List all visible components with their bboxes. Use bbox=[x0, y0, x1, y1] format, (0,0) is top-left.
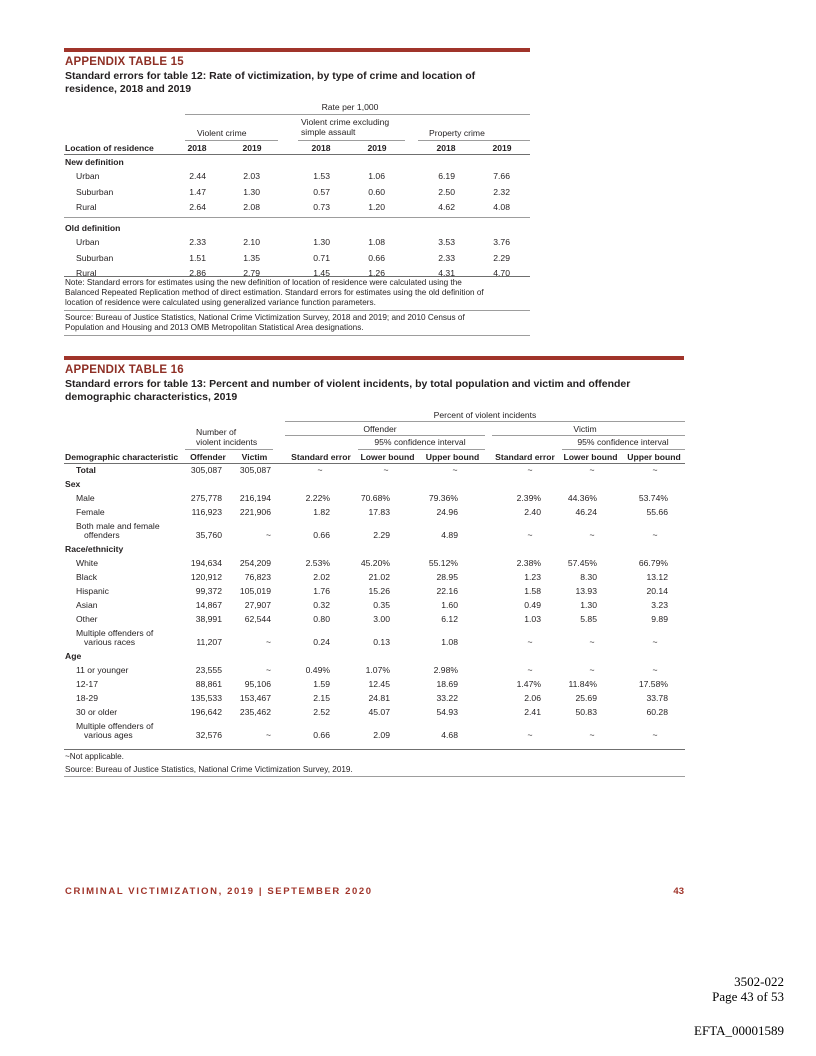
table16-cell: 0.49% bbox=[305, 665, 330, 675]
table16-cell: 22.16 bbox=[436, 586, 458, 596]
table16-cell: ~ bbox=[589, 530, 595, 540]
table16-cell: 24.81 bbox=[368, 693, 390, 703]
table16-cell: 1.59 bbox=[313, 679, 330, 689]
table16-cell: 44.36% bbox=[567, 493, 597, 503]
table16-cell: 20.14 bbox=[646, 586, 668, 596]
table16-cell: ~ bbox=[589, 637, 595, 647]
table15-group-rule-vcess bbox=[298, 140, 405, 141]
table16-cell: 2.15 bbox=[313, 693, 330, 703]
table15-row-label: Urban bbox=[76, 171, 100, 181]
table16-row-label: Total bbox=[76, 465, 96, 475]
table16-cell: 1.47% bbox=[516, 679, 541, 689]
table16-cell: 1.08 bbox=[441, 637, 458, 647]
table15-title-line2: residence, 2018 and 2019 bbox=[65, 83, 192, 95]
table16-cell: ~ bbox=[652, 530, 658, 540]
table15-cell: 4.70 bbox=[493, 268, 510, 278]
table16-cell: 5.85 bbox=[580, 614, 597, 624]
table15-cell: 2.32 bbox=[493, 186, 510, 197]
table16-cell: 70.68% bbox=[360, 493, 390, 503]
table16-header-rule bbox=[64, 463, 685, 464]
table15-col-year: 2018 bbox=[436, 143, 456, 153]
table16-cell: 6.12 bbox=[441, 614, 458, 624]
table16-cell: 0.13 bbox=[373, 637, 390, 647]
table16-cell: 216,194 bbox=[239, 493, 271, 503]
table16-cell: 11.84% bbox=[568, 679, 597, 689]
table16-row-label-cont: various races bbox=[84, 637, 136, 647]
table15-col-year: 2018 bbox=[311, 143, 331, 153]
table16-cell: 105,019 bbox=[239, 586, 271, 596]
table16-cell: 2.06 bbox=[524, 693, 541, 703]
table16-cell: 23,555 bbox=[195, 665, 222, 675]
table16-cell: 15.26 bbox=[368, 586, 390, 596]
table16-col-offender-upper: Upper bound bbox=[425, 452, 480, 462]
table16-source: Source: Bureau of Justice Statistics, National Crime Victimization Survey, 2019. bbox=[65, 765, 353, 774]
table16-cell: 254,209 bbox=[239, 558, 271, 568]
table15-row-label: Suburban bbox=[76, 252, 114, 263]
table16-bottom-rule bbox=[64, 749, 685, 750]
table16-cell: 66.79% bbox=[638, 558, 668, 568]
table15-cell: 2.50 bbox=[438, 186, 455, 197]
table16-cell: 235,462 bbox=[239, 707, 271, 717]
table16-cell: 194,634 bbox=[190, 558, 222, 568]
table16-cell: ~ bbox=[652, 637, 658, 647]
table15-cell: 1.53 bbox=[313, 171, 330, 181]
table16-cell: 33.22 bbox=[436, 693, 458, 703]
table16-cell: ~ bbox=[652, 730, 658, 740]
table16-row-label: Female bbox=[76, 507, 105, 517]
table16-cell: ~ bbox=[589, 665, 595, 675]
table16-cell: 196,642 bbox=[190, 707, 222, 717]
table16-col-offender-lower: Lower bound bbox=[360, 452, 415, 462]
table16-cell: 55.12% bbox=[428, 558, 458, 568]
table16-cell: 0.80 bbox=[313, 614, 330, 624]
table16-cell: ~ bbox=[265, 530, 271, 540]
table15-cell: 2.86 bbox=[189, 268, 206, 278]
table15-cell: 3.53 bbox=[438, 237, 455, 247]
table16-cell: 38,991 bbox=[195, 614, 222, 624]
table16-offender-header: Offender bbox=[363, 424, 397, 434]
table16-percent-rule bbox=[285, 421, 685, 422]
table16-cell: ~ bbox=[652, 465, 658, 475]
table16-cell: 2.09 bbox=[373, 730, 390, 740]
table16-row-label: Hispanic bbox=[76, 586, 109, 596]
table16-cell: ~ bbox=[265, 730, 271, 740]
table15-rate-header: Rate per 1,000 bbox=[321, 102, 379, 112]
table16-cell: 1.76 bbox=[313, 586, 330, 596]
table15-col-year: 2018 bbox=[187, 143, 207, 153]
table15-cell: 1.45 bbox=[313, 268, 330, 278]
table16-cell: 25.69 bbox=[575, 693, 597, 703]
table16-offender-ci-header: 95% confidence interval bbox=[374, 437, 466, 447]
table16-cell: ~ bbox=[527, 530, 533, 540]
table16-row-label: 11 or younger bbox=[76, 665, 129, 675]
table15-note-line2: Balanced Repeated Replication method of direct estimation. Standard errors for estimates using the old definition of bbox=[65, 288, 484, 297]
table16-cell: 2.53% bbox=[305, 558, 330, 568]
table16-number-header-1: Number of bbox=[196, 427, 237, 437]
table15-cell: 2.33 bbox=[438, 252, 455, 263]
table16-cell: 9.89 bbox=[651, 614, 668, 624]
table16-cell: 1.07% bbox=[365, 665, 390, 675]
table16-section-heading: Race/ethnicity bbox=[65, 544, 124, 554]
table16-cell: 18.69 bbox=[436, 679, 458, 689]
table15-source-line2: Population and Housing and 2013 OMB Metropolitan Statistical Area designations. bbox=[65, 323, 364, 332]
table16-cell: 24.96 bbox=[436, 507, 458, 517]
table15-cell: 0.57 bbox=[313, 186, 330, 197]
table16-cell: 3.23 bbox=[651, 600, 668, 610]
table16-cell: 35,760 bbox=[195, 530, 222, 540]
table15-note-line1: Note: Standard errors for estimates using the new definition of location of residence were calculated using the bbox=[65, 278, 462, 287]
table16-cell: 62,544 bbox=[244, 614, 271, 624]
table15-top-rule bbox=[64, 48, 530, 52]
table16-cell: 60.28 bbox=[646, 707, 668, 717]
table15-col-year: 2019 bbox=[492, 143, 512, 153]
table16-cell: 14,867 bbox=[195, 600, 222, 610]
table16-victim-ci-header: 95% confidence interval bbox=[577, 437, 669, 447]
table16-cell: ~ bbox=[589, 465, 595, 475]
table15-cell: 0.71 bbox=[313, 252, 330, 263]
table15-cell: 3.76 bbox=[493, 237, 510, 247]
table16-cell: 88,861 bbox=[195, 679, 222, 689]
table16-col-victim-se: Standard error bbox=[495, 452, 555, 462]
table16-cell: 221,906 bbox=[239, 507, 271, 517]
table16-cell: ~ bbox=[527, 465, 533, 475]
table15-header-rule bbox=[64, 154, 530, 155]
table16-top-rule bbox=[64, 356, 684, 360]
table15-row-label: Rural bbox=[76, 268, 97, 278]
table16-cell: 54.93 bbox=[436, 707, 458, 717]
table15-group-property: Property crime bbox=[429, 128, 485, 138]
table16-cell: 116,923 bbox=[191, 507, 222, 517]
table15-col-year: 2019 bbox=[367, 143, 387, 153]
table16-row-label: Multiple offenders of bbox=[76, 628, 154, 638]
table15-row-label: Suburban bbox=[76, 186, 114, 197]
table15-source-line1: Source: Bureau of Justice Statistics, National Crime Victimization Survey, 2018 and 2019; and 2010 Census of bbox=[65, 313, 465, 322]
table16-col-victim-lower: Lower bound bbox=[563, 452, 618, 462]
table15-note-line3: location of residence were calculated using generalized variance function parameters. bbox=[65, 298, 376, 307]
table16-cell: 2.39% bbox=[516, 493, 541, 503]
table16-row-label: Both male and female bbox=[76, 521, 160, 531]
table16-cell: 99,372 bbox=[195, 586, 222, 596]
table16-cell: 28.95 bbox=[436, 572, 458, 582]
table15-group-vcess-1: Violent crime excluding bbox=[301, 117, 390, 127]
table16-row-label: Multiple offenders of bbox=[76, 721, 154, 731]
table16-cell: 305,087 bbox=[190, 465, 222, 475]
table15-cell: 1.30 bbox=[243, 186, 260, 197]
table16-cell: 45.07 bbox=[368, 707, 390, 717]
table16-cell: ~ bbox=[265, 637, 271, 647]
table16-cell: 27,907 bbox=[244, 600, 271, 610]
table16-cell: ~ bbox=[527, 730, 533, 740]
table15-section-heading: Old definition bbox=[65, 223, 121, 233]
table15-bottom-rule bbox=[64, 276, 530, 277]
table15-col-year: 2019 bbox=[242, 143, 262, 153]
table16-row-label: 18-29 bbox=[76, 693, 98, 703]
table15-cell: 0.73 bbox=[313, 202, 330, 212]
table16-cell: 95,106 bbox=[244, 679, 271, 689]
table15-cell: 2.29 bbox=[493, 252, 510, 263]
table16-cell: 50.83 bbox=[575, 707, 597, 717]
table15-cell: 1.47 bbox=[189, 186, 206, 197]
table15-section-rule bbox=[64, 217, 530, 218]
table16-cell: 2.29 bbox=[373, 530, 390, 540]
table15-cell: 4.31 bbox=[438, 268, 455, 278]
stamp-efta-id: EFTA_00001589 bbox=[694, 1023, 784, 1038]
table16-row-label: Black bbox=[76, 572, 98, 582]
table16-cell: ~ bbox=[589, 730, 595, 740]
table16-cell: ~ bbox=[265, 665, 271, 675]
table15-cell: 1.51 bbox=[189, 252, 206, 263]
table16-percent-header: Percent of violent incidents bbox=[433, 410, 537, 420]
table16-cell: 3.00 bbox=[373, 614, 390, 624]
table16-col-victim: Victim bbox=[241, 452, 268, 462]
stamp-page-of: Page 43 of 53 bbox=[712, 989, 784, 1004]
footer-page-number: 43 bbox=[673, 886, 684, 897]
table16-cell: 1.23 bbox=[524, 572, 541, 582]
table16-cell: ~ bbox=[527, 637, 533, 647]
table16-cell: 0.32 bbox=[313, 600, 330, 610]
table16-cell: 76,823 bbox=[244, 572, 271, 582]
table16-cell: 32,576 bbox=[195, 730, 222, 740]
table16-col-characteristic: Demographic characteristic bbox=[65, 452, 179, 462]
table16-cell: 2.98% bbox=[433, 665, 458, 675]
table16-cell: 0.24 bbox=[313, 637, 330, 647]
footer-publication: CRIMINAL VICTIMIZATION, 2019 | SEPTEMBER 2020 bbox=[65, 886, 373, 897]
table16-section-heading: Sex bbox=[65, 479, 81, 489]
table16-cell: 33.78 bbox=[646, 693, 668, 703]
stamp-doc-number: 3502-022 bbox=[734, 974, 784, 989]
table15-cell: 7.66 bbox=[493, 171, 510, 181]
table16-cell: 2.41 bbox=[524, 707, 541, 717]
table15-cell: 1.26 bbox=[368, 268, 385, 278]
table16-section-heading: Age bbox=[65, 651, 82, 661]
table15-note-rule bbox=[64, 310, 530, 311]
table16-offender-ci-rule bbox=[358, 449, 485, 450]
table16-row-label: 30 or older bbox=[76, 707, 118, 717]
table15-group-violent: Violent crime bbox=[197, 128, 247, 138]
table16-number-header-2: violent incidents bbox=[196, 437, 258, 447]
table16-cell: ~ bbox=[652, 665, 658, 675]
table16-cell: 1.60 bbox=[441, 600, 458, 610]
table16-cell: 1.58 bbox=[524, 586, 541, 596]
table16-col-offender-se: Standard error bbox=[291, 452, 351, 462]
table16-cell: 2.52 bbox=[313, 707, 330, 717]
table16-row-label-cont: offenders bbox=[84, 530, 120, 540]
table16-cell: ~ bbox=[383, 465, 389, 475]
table15-cell: 2.03 bbox=[243, 171, 260, 181]
table16-cell: 0.66 bbox=[313, 530, 330, 540]
table16-cell: 53.74% bbox=[638, 493, 668, 503]
table16-cell: 2.22% bbox=[305, 493, 330, 503]
table16-row-label: Male bbox=[76, 493, 95, 503]
table16-cell: ~ bbox=[527, 665, 533, 675]
table16-cell: 21.02 bbox=[368, 572, 390, 582]
table15-cell: 1.35 bbox=[243, 252, 260, 263]
table15-cell: 2.79 bbox=[243, 268, 260, 278]
table15-group-rule-property bbox=[418, 140, 530, 141]
table16-cell: 153,467 bbox=[239, 693, 271, 703]
table16-cell: 305,087 bbox=[239, 465, 271, 475]
table15-cell: 1.20 bbox=[368, 202, 385, 212]
table16-cell: 1.03 bbox=[524, 614, 541, 624]
table15-cell: 1.08 bbox=[368, 237, 385, 247]
table15-cell: 1.30 bbox=[313, 237, 330, 247]
table15-cell: 1.06 bbox=[368, 171, 385, 181]
table16-source-rule bbox=[64, 776, 685, 777]
table16-cell: 11,207 bbox=[196, 637, 222, 647]
table15-cell: 2.33 bbox=[189, 237, 206, 247]
table16-cell: 120,912 bbox=[190, 572, 222, 582]
table16-cell: 4.89 bbox=[441, 530, 458, 540]
table16-row-label: 12-17 bbox=[76, 679, 98, 689]
table16-cell: 17.83 bbox=[368, 507, 390, 517]
table16-victim-ci-rule bbox=[562, 449, 685, 450]
table16-row-label: Asian bbox=[76, 600, 98, 610]
table16-cell: 0.35 bbox=[373, 600, 390, 610]
table16-cell: 4.68 bbox=[441, 730, 458, 740]
table16-cell: 13.12 bbox=[646, 572, 668, 582]
table16-offender-rule bbox=[285, 435, 485, 436]
table16-cell: 45.20% bbox=[360, 558, 390, 568]
table16-cell: 275,778 bbox=[190, 493, 222, 503]
table16-cell: 2.40 bbox=[524, 507, 541, 517]
table16-cell: 12.45 bbox=[368, 679, 390, 689]
table16-col-victim-upper: Upper bound bbox=[627, 452, 681, 462]
table15-cell: 6.19 bbox=[438, 171, 455, 181]
table15-row-label: Urban bbox=[76, 237, 100, 247]
table15-cell: 4.62 bbox=[438, 202, 455, 212]
table15-rate-rule bbox=[185, 114, 530, 115]
table16-cell: 8.30 bbox=[580, 572, 597, 582]
table15-cell: 2.44 bbox=[189, 171, 206, 181]
table15-cell: 2.64 bbox=[189, 202, 206, 212]
table15-source-rule bbox=[64, 335, 530, 336]
table15-cell: 2.10 bbox=[243, 237, 260, 247]
table16-cell: 55.66 bbox=[646, 507, 668, 517]
table16-cell: 79.36% bbox=[428, 493, 458, 503]
table16-cell: 46.24 bbox=[575, 507, 597, 517]
table15-group-vcess-2: simple assault bbox=[301, 127, 356, 137]
table16-victim-header: Victim bbox=[573, 424, 597, 434]
table15-row-label: Rural bbox=[76, 202, 97, 212]
table16-cell: 17.58% bbox=[638, 679, 668, 689]
table16-note-na: ~Not applicable. bbox=[65, 752, 124, 761]
table16-cell: 2.02 bbox=[313, 572, 330, 582]
table15-cell: 2.08 bbox=[243, 202, 260, 212]
table16-cell: 13.93 bbox=[575, 586, 597, 596]
table15-label: APPENDIX TABLE 15 bbox=[65, 56, 184, 68]
table16-row-label: Other bbox=[76, 614, 98, 624]
table15-cell: 0.60 bbox=[368, 186, 385, 197]
table16-cell: 0.49 bbox=[524, 600, 541, 610]
table16-row-label-cont: various ages bbox=[84, 730, 133, 740]
table15-group-rule-violent bbox=[185, 140, 278, 141]
table15-title-line1: Standard errors for table 12: Rate of victimization, by type of crime and location of bbox=[65, 70, 476, 82]
table16-cell: 135,533 bbox=[190, 693, 222, 703]
table16-victim-rule bbox=[492, 435, 685, 436]
table16-number-rule bbox=[185, 449, 273, 450]
table16-cell: ~ bbox=[317, 465, 323, 475]
table16-title-line2: demographic characteristics, 2019 bbox=[65, 391, 238, 403]
table16-cell: 1.30 bbox=[580, 600, 597, 610]
table16-title-line1: Standard errors for table 13: Percent and number of violent incidents, by total population and victim and offender bbox=[65, 378, 631, 390]
table16-label: APPENDIX TABLE 16 bbox=[65, 364, 184, 376]
table16-cell: 57.45% bbox=[567, 558, 597, 568]
table15-section-heading: New definition bbox=[65, 157, 124, 167]
table16-col-offender: Offender bbox=[190, 452, 226, 462]
table16-cell: 0.66 bbox=[313, 730, 330, 740]
table16-row-label: White bbox=[76, 558, 98, 568]
table16-cell: 2.38% bbox=[516, 558, 541, 568]
table15-col-location: Location of residence bbox=[65, 143, 154, 153]
table16-cell: ~ bbox=[452, 465, 458, 475]
table15-cell: 0.66 bbox=[368, 252, 385, 263]
table16-cell: 1.82 bbox=[313, 507, 330, 517]
table15-cell: 4.08 bbox=[493, 202, 510, 212]
